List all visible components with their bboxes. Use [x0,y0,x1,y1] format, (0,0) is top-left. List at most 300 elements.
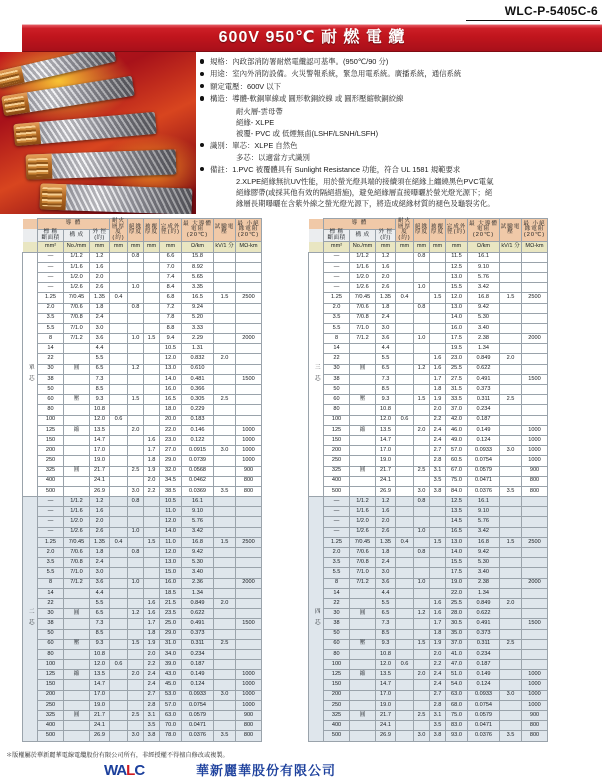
cell-jk: 1.9 [430,395,446,405]
cell-ir [522,364,548,374]
cell-make: 7/1.0 [350,568,376,578]
table-row [23,680,262,690]
cell-res: 0.311 [468,639,500,649]
table-row [309,558,548,568]
cell-od: 3.0 [376,568,396,578]
cell-ins [414,660,430,670]
cell-make: 1/1.2 [350,497,376,507]
cell-area: — [38,283,64,293]
cell-fod: 63.0 [446,690,468,700]
cell-ir [522,639,548,649]
cell-ins: 1.5 [128,639,144,649]
spec-remark-line-3: 絕緣膠帶(或採其他有效的隔絕措施)，避免絕緣層直接曝曬於螢光燈光源下；絕 [236,188,493,198]
table-row [309,619,548,629]
cell-jk: 1.8 [144,629,160,639]
cell-fire [110,466,128,476]
table-row [23,578,262,588]
spec-text: 導體-軟銅單線或 圓形軟銅絞線 或 圓形壓縮軟銅絞線 [232,94,404,104]
cell-fod: 14.0 [446,313,468,323]
table-row [309,415,548,425]
cell-jk: 1.5 [144,537,160,547]
spec-item-voltage [200,81,600,92]
cell-res: 0.0369 [182,486,214,496]
cell-fod: 23.0 [446,354,468,364]
table-row [309,283,548,293]
cell-test [214,344,236,354]
cell-od: 1.6 [376,507,396,517]
cell-fod: 7.0 [160,262,182,272]
header-cell: 完成外徑(約) [446,219,468,242]
cell-test [214,568,236,578]
cell-ins [128,598,144,608]
cell-fod: 25.5 [446,364,468,374]
header-unit-cell: MΩ-km [236,242,262,252]
cell-area: 14 [324,588,350,598]
cell-res: 0.849 [468,354,500,364]
cell-ins: 2.5 [128,466,144,476]
cell-fod: 15.5 [446,558,468,568]
cell-ins: 3.0 [128,486,144,496]
spec-item-standard [200,56,600,67]
cable-braid [39,112,156,144]
cell-res: 0.187 [182,660,214,670]
cell-make [64,456,90,466]
cell-make: 7/0.6 [64,548,90,558]
header-cell: 試驗電壓 [500,219,522,242]
cell-od: 2.4 [376,313,396,323]
cell-ins: 2.5 [128,711,144,721]
cell-fod: 13.5 [446,507,468,517]
cell-od: 3.6 [90,578,110,588]
cell-make [350,456,376,466]
cell-test [500,660,522,670]
core-count-label: 四 芯 [309,497,324,742]
cell-make: 7/1.0 [64,568,90,578]
core-count-label: 二 芯 [23,497,38,742]
cell-make [350,721,376,731]
table-row [309,486,548,496]
cell-res: 16.8 [182,537,214,547]
cell-od: 17.0 [376,690,396,700]
cell-fire: 0.4 [110,537,128,547]
cell-make [64,700,90,710]
cell-jk: 2.4 [430,425,446,435]
cell-ins [128,405,144,415]
cell-fod: 25.5 [446,598,468,608]
cell-res: 2.38 [468,578,500,588]
cell-area: 125 [324,670,350,680]
cell-fod: 16.0 [160,578,182,588]
cell-ins [414,405,430,415]
table-row [309,598,548,608]
cell-res: 0.187 [468,415,500,425]
cell-area: 2.0 [38,548,64,558]
cell-od: 5.5 [90,354,110,364]
cell-res: 0.849 [182,598,214,608]
cell-ins [128,588,144,598]
table-row [309,670,548,680]
cable-braid [21,52,116,82]
cell-ins: 1.2 [128,364,144,374]
cell-area: 1.25 [324,537,350,547]
table-row [23,435,262,445]
cell-res: 16.1 [468,252,500,262]
table-row [23,649,262,659]
spec-label: 規格： [210,57,233,66]
table-row [309,517,548,527]
cell-jk [144,323,160,333]
cell-test [500,711,522,721]
cell-test [214,578,236,588]
cell-od: 3.6 [376,578,396,588]
cell-ir [522,415,548,425]
cell-fod: 19.5 [446,344,468,354]
cell-area: 22 [324,354,350,364]
cell-ir [522,609,548,619]
cell-od: 17.0 [90,446,110,456]
cell-fod: 22.0 [160,425,182,435]
cell-test [500,405,522,415]
table-row [309,527,548,537]
cell-od: 1.35 [90,293,110,303]
cell-ir [236,497,262,507]
table-row [23,609,262,619]
cell-od: 1.35 [376,537,396,547]
cell-jk: 2.4 [144,670,160,680]
cell-od: 8.5 [90,385,110,395]
cell-test [500,517,522,527]
cell-ins [414,262,430,272]
cell-ir [236,323,262,333]
cell-make: 7/0.6 [350,548,376,558]
cell-fod: 47.0 [446,660,468,670]
cell-test: 3.5 [500,731,522,741]
cell-fire [396,385,414,395]
logo-text-b: L [126,762,135,779]
logo-text-a: WA [104,762,127,779]
cell-test [500,721,522,731]
cell-fire [110,476,128,486]
spec-table-right [308,218,548,742]
cell-make: 7/0.45 [64,293,90,303]
cell-jk [144,272,160,282]
cell-fire [110,598,128,608]
cell-area: 100 [38,660,64,670]
cell-res: 16.5 [182,293,214,303]
cell-make [64,598,90,608]
table-row [309,405,548,415]
cell-fod: 17.5 [446,568,468,578]
cell-od: 6.5 [376,364,396,374]
table-row [309,385,548,395]
cell-fire [396,272,414,282]
cell-ins: 1.5 [414,639,430,649]
cell-jk [430,578,446,588]
cell-fod: 10.5 [160,344,182,354]
cell-test [214,334,236,344]
cell-od: 24.1 [376,476,396,486]
cell-ins [128,507,144,517]
cell-ir [236,354,262,364]
cell-od: 19.0 [376,700,396,710]
cell-make: 7/1.0 [350,323,376,333]
cell-make: 圓 [64,364,90,374]
company-name: 華新麗華股份有限公司 [196,763,337,778]
cell-od: 26.9 [90,731,110,741]
cell-area: 125 [38,425,64,435]
cell-test [214,252,236,262]
cell-od: 1.2 [90,252,110,262]
cell-ir [236,313,262,323]
cell-fire [396,323,414,333]
cell-ir: 1000 [522,435,548,445]
cell-area: 125 [324,425,350,435]
cell-make: 1/1.6 [350,507,376,517]
cell-test [214,548,236,558]
cell-res: 1.31 [182,344,214,354]
cell-fire [110,588,128,598]
cell-res: 0.491 [468,374,500,384]
cell-test [500,323,522,333]
cell-od: 1.6 [90,507,110,517]
cell-area: 500 [324,486,350,496]
cell-make: 7/1.2 [64,334,90,344]
cell-res: 0.0754 [182,700,214,710]
cell-fod: 6.6 [160,252,182,262]
cell-fire: 0.6 [396,415,414,425]
table-row [309,711,548,721]
cell-fod: 11.5 [446,252,468,262]
cell-ir: 1500 [522,619,548,629]
cell-area: 325 [38,466,64,476]
cell-jk [430,517,446,527]
cell-res: 0.0462 [182,476,214,486]
cell-fire [110,456,128,466]
cell-fire [110,700,128,710]
cell-fire [110,323,128,333]
cell-fod: 15.0 [160,568,182,578]
cell-fod: 46.0 [446,425,468,435]
cell-test [500,252,522,262]
cell-fire [396,670,414,680]
cell-jk [144,385,160,395]
cell-res: 16.1 [468,497,500,507]
cell-fire [396,588,414,598]
cell-ins [128,262,144,272]
cell-fire [396,283,414,293]
cell-make: 1/1.2 [64,497,90,507]
table-row [309,323,548,333]
cable-sample [13,112,156,146]
cell-ins [414,323,430,333]
cell-test [214,711,236,721]
cell-fire [110,385,128,395]
cell-test: 2.5 [214,639,236,649]
cell-jk [144,578,160,588]
cell-ins: 0.8 [128,252,144,262]
cell-fire [110,405,128,415]
cell-area: 30 [324,364,350,374]
table-row [309,252,548,262]
cell-test [214,558,236,568]
table-row [309,700,548,710]
cell-res: 0.149 [468,425,500,435]
table-row [309,507,548,517]
cell-res: 0.122 [182,435,214,445]
cell-res: 15.8 [182,252,214,262]
cell-ins [414,446,430,456]
cell-area: 8 [38,334,64,344]
cell-fod: 22.0 [446,588,468,598]
cell-ins [414,456,430,466]
cell-test [214,415,236,425]
cell-make: 圓 [350,364,376,374]
cell-ir: 2000 [236,578,262,588]
cell-res: 0.124 [468,435,500,445]
cell-area: 100 [324,415,350,425]
cell-fire [396,700,414,710]
table-row [309,476,548,486]
cell-jk [144,588,160,598]
cell-jk: 3.8 [430,486,446,496]
cell-fod: 7.8 [160,313,182,323]
cell-fire [396,578,414,588]
cell-make: 7/1.2 [350,578,376,588]
cell-make [64,446,90,456]
cell-ir: 1000 [236,700,262,710]
table-group-header-row [309,219,548,230]
header-cell: 完成外徑(約) [160,219,182,242]
cell-ir [236,517,262,527]
cell-make: 圓 [350,609,376,619]
cell-od: 6.5 [376,609,396,619]
cell-area: 500 [38,486,64,496]
cell-fod: 14.0 [160,374,182,384]
cell-od: 13.5 [90,425,110,435]
cell-ins: 1.0 [414,283,430,293]
cell-fire [110,517,128,527]
cell-area: — [324,507,350,517]
cell-ir [522,598,548,608]
cell-test [500,507,522,517]
cell-make [350,415,376,425]
cell-jk [430,252,446,262]
table-row [309,395,548,405]
cell-fod: 33.5 [446,395,468,405]
cell-ir [236,252,262,262]
cell-ir: 900 [236,466,262,476]
cell-res: 0.311 [468,395,500,405]
cell-res: 0.183 [182,415,214,425]
cell-jk: 1.5 [144,334,160,344]
cell-ir: 1000 [236,446,262,456]
cell-fod: 31.5 [446,385,468,395]
cell-fod: 23.0 [160,435,182,445]
cell-area: — [38,517,64,527]
table-row [23,374,262,384]
table-row [23,517,262,527]
cell-jk: 1.7 [144,619,160,629]
cell-test [214,609,236,619]
cell-res: 0.187 [468,660,500,670]
table-row [309,303,548,313]
cell-fod: 34.0 [160,649,182,659]
table-row [23,731,262,741]
cell-ins [414,588,430,598]
cell-ins [414,680,430,690]
cell-make [64,435,90,445]
cell-od: 1.6 [376,262,396,272]
cell-od: 14.7 [90,680,110,690]
cell-od: 2.6 [376,283,396,293]
cell-ins: 1.5 [128,395,144,405]
cell-fire [396,609,414,619]
table-row [23,262,262,272]
cell-od: 21.7 [376,466,396,476]
cell-fire [396,354,414,364]
spec-label: 構造： [210,94,233,104]
cell-test [214,517,236,527]
spec-text: 內政部消防署耐燃電纜認可基準。(950℃/90 分) [232,57,389,66]
cell-make [350,374,376,384]
cell-ir: 800 [236,731,262,741]
cell-area: — [324,517,350,527]
cell-area: 250 [38,456,64,466]
company-logo [104,762,144,779]
cell-res: 0.373 [182,629,214,639]
cell-fire: 0.4 [396,537,414,547]
cell-ir [522,313,548,323]
cell-res: 0.0579 [182,711,214,721]
cell-res: 0.0376 [468,486,500,496]
cell-fod: 68.0 [446,700,468,710]
cell-res: 0.234 [468,405,500,415]
cell-ir [236,385,262,395]
cell-jk: 2.7 [144,690,160,700]
cell-od: 3.0 [90,568,110,578]
cell-res: 2.38 [468,334,500,344]
title-banner [22,24,602,52]
table-row [309,649,548,659]
header-conductor-group: 導 體 [38,219,110,230]
cell-make: 壓 [350,639,376,649]
cell-make: 1/1.2 [350,252,376,262]
cell-od: 13.5 [376,425,396,435]
cell-area: 60 [324,395,350,405]
table-group-header-row [23,219,262,230]
cell-fire: 0.6 [396,660,414,670]
cell-od: 8.5 [90,629,110,639]
cell-od: 14.7 [376,435,396,445]
cell-res: 3.33 [182,323,214,333]
cell-ins: 3.0 [414,731,430,741]
header-unit-cell: MΩ-km [522,242,548,252]
cell-make [64,660,90,670]
cell-res: 5.76 [468,517,500,527]
cell-make [64,731,90,741]
cell-ins [414,415,430,425]
cell-od: 2.6 [90,527,110,537]
cell-res: 0.491 [468,619,500,629]
cell-ins: 2.0 [128,670,144,680]
cell-res: 16.8 [468,293,500,303]
cell-test [214,303,236,313]
bullet-icon [200,96,204,100]
cell-res: 0.0933 [182,690,214,700]
cell-ir [522,558,548,568]
cell-res: 0.0933 [468,690,500,700]
cell-ir [522,262,548,272]
